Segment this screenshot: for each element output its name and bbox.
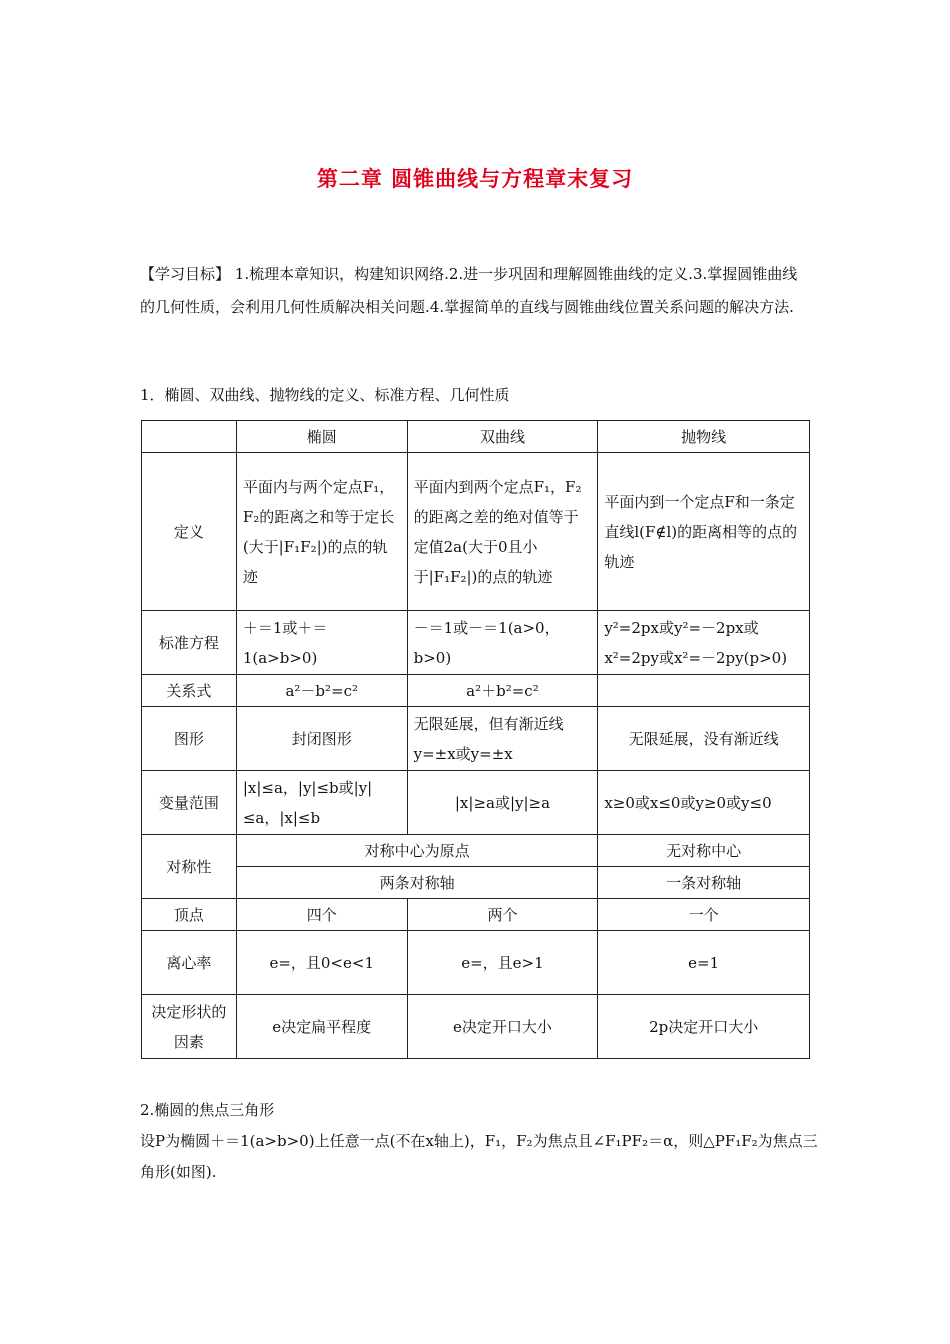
cell-shape-parabola: 无限延展，没有渐近线 (598, 707, 810, 771)
cell-factor-parabola: 2p决定开口大小 (598, 995, 810, 1059)
cell-shape-hyperbola: 无限延展，但有渐近线y=±x或y=±x (407, 707, 598, 771)
row-label-shape: 图形 (142, 707, 237, 771)
row-label-symmetry: 对称性 (142, 835, 237, 899)
cell-symmetry-axis-parabola: 一条对称轴 (598, 867, 810, 899)
objectives-text: 1.梳理本章知识，构建知识网络.2.进一步巩固和理解圆锥曲线的定义.3.掌握圆锥曲线的几何性质，会利用几何性质解决相关问题.4.掌握简单的直线与圆锥曲线位置关系问题的解决方法. (140, 265, 798, 316)
row-label-vertex: 顶点 (142, 899, 237, 931)
row-label-eccentricity: 离心率 (142, 931, 237, 995)
cell-definition-parabola: 平面内到一个定点F和一条定直线l(F∉l)的距离相等的点的轨迹 (598, 453, 810, 611)
section-2 (140, 1095, 820, 1188)
learning-objectives (140, 258, 812, 324)
cell-shape-ellipse: 封闭图形 (236, 707, 407, 771)
cell-eccentricity-hyperbola: e=，且e>1 (407, 931, 598, 995)
page-title: 第二章 圆锥曲线与方程章末复习 (316, 166, 634, 191)
row-label-factor: 决定形状的因素 (142, 995, 237, 1059)
cell-range-hyperbola: |x|≥a或|y|≥a (407, 771, 598, 835)
cell-symmetry-center-parabola: 无对称中心 (598, 835, 810, 867)
table-row-definition (142, 453, 810, 611)
header-parabola: 抛物线 (598, 421, 810, 453)
cell-symmetry-axis-shared: 两条对称轴 (236, 867, 597, 899)
table-row-symmetry-center (142, 835, 810, 867)
cell-eccentricity-ellipse: e=，且0<e<1 (236, 931, 407, 995)
cell-symmetry-center-shared: 对称中心为原点 (236, 835, 597, 867)
cell-vertex-hyperbola: 两个 (407, 899, 598, 931)
cell-relation-hyperbola: a²＋b²=c² (407, 675, 598, 707)
cell-relation-ellipse: a²－b²=c² (236, 675, 407, 707)
table-row-equation (142, 611, 810, 675)
header-cell-empty (142, 421, 237, 453)
cell-vertex-parabola: 一个 (598, 899, 810, 931)
row-label-definition: 定义 (142, 453, 237, 611)
table-row-range (142, 771, 810, 835)
cell-equation-ellipse: ＋＝1或＋＝1(a>b>0) (236, 611, 407, 675)
row-label-range: 变量范围 (142, 771, 237, 835)
section-2-text: 设P为椭圆＋＝1(a>b>0)上任意一点(不在x轴上)，F₁，F₂为焦点且∠F₁PF₂＝α，则△PF₁F₂为焦点三角形(如图). (140, 1132, 818, 1181)
cell-factor-ellipse: e决定扁平程度 (236, 995, 407, 1059)
cell-range-parabola: x≥0或x≤0或y≥0或y≤0 (598, 771, 810, 835)
table-row-eccentricity (142, 931, 810, 995)
table-row-shape (142, 707, 810, 771)
cell-vertex-ellipse: 四个 (236, 899, 407, 931)
header-hyperbola: 双曲线 (407, 421, 598, 453)
cell-eccentricity-parabola: e=1 (598, 931, 810, 995)
cell-definition-ellipse: 平面内与两个定点F₁，F₂的距离之和等于定长(大于|F₁F₂|)的点的轨迹 (236, 453, 407, 611)
table-row-factor (142, 995, 810, 1059)
cell-relation-parabola (598, 675, 810, 707)
section-1-heading: 1．椭圆、双曲线、抛物线的定义、标准方程、几何性质 (140, 386, 510, 404)
objectives-label: 【学习目标】 (140, 265, 231, 283)
conic-comparison-table (141, 420, 810, 1059)
cell-factor-hyperbola: e决定开口大小 (407, 995, 598, 1059)
cell-range-ellipse: |x|≤a，|y|≤b或|y|≤a，|x|≤b (236, 771, 407, 835)
header-ellipse: 椭圆 (236, 421, 407, 453)
section-2-heading: 2.椭圆的焦点三角形 (140, 1101, 275, 1119)
row-label-relation: 关系式 (142, 675, 237, 707)
cell-equation-parabola: y²=2px或y²=－2px或x²=2py或x²=－2py(p>0) (598, 611, 810, 675)
table-row-relation (142, 675, 810, 707)
table-row-symmetry-axis (142, 867, 810, 899)
cell-equation-hyperbola: －＝1或－＝1(a>0，b>0) (407, 611, 598, 675)
row-label-equation: 标准方程 (142, 611, 237, 675)
cell-definition-hyperbola: 平面内到两个定点F₁，F₂的距离之差的绝对值等于定值2a(大于0且小于|F₁F₂|)的点的轨迹 (407, 453, 598, 611)
table-row-vertex (142, 899, 810, 931)
table-header-row (142, 421, 810, 453)
